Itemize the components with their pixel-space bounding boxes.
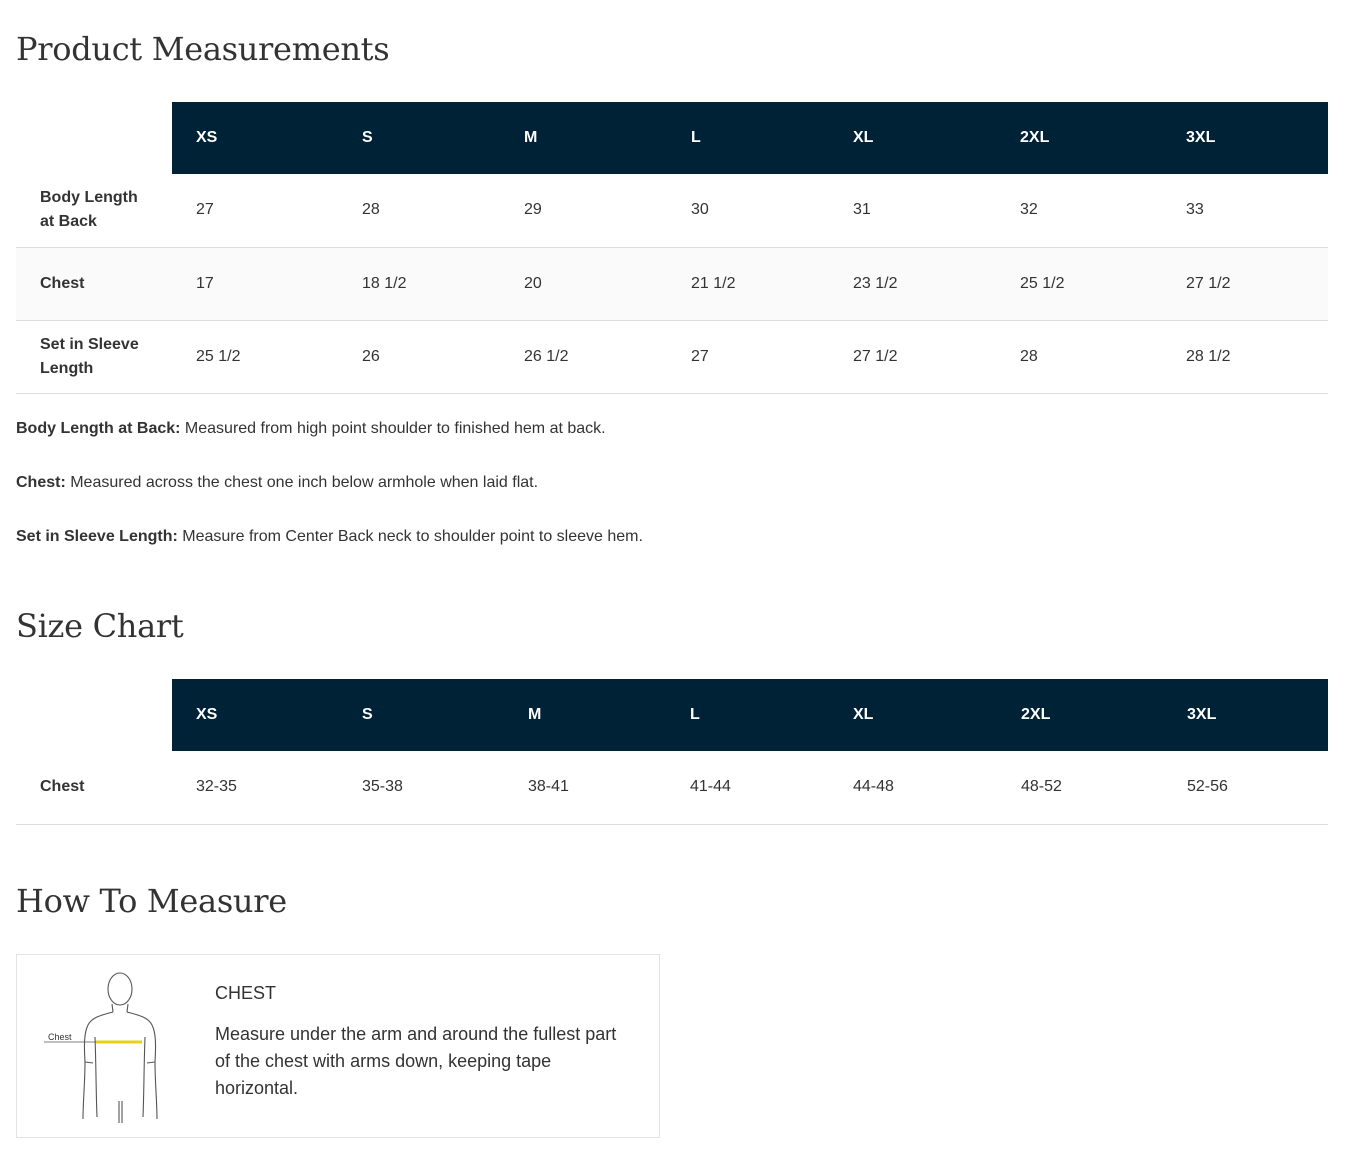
table-cell: 41-44	[666, 751, 829, 824]
table-cell: 52-56	[1163, 751, 1328, 824]
row-label: Chest	[16, 247, 172, 320]
size-header: S	[338, 102, 500, 174]
table-cell: 35-38	[338, 751, 504, 824]
row-label: Body Length at Back	[16, 174, 172, 247]
table-cell: 33	[1162, 174, 1328, 247]
corner-cell	[16, 102, 172, 174]
table-cell: 44-48	[829, 751, 997, 824]
table-header-row	[16, 102, 1328, 174]
size-header: M	[500, 102, 667, 174]
table-cell: 29	[500, 174, 667, 247]
table-cell: 32	[996, 174, 1162, 247]
table-row	[16, 174, 1328, 247]
measurement-notes	[16, 418, 643, 580]
table-cell: 27 1/2	[1162, 247, 1328, 320]
note-sleeve-length	[16, 526, 643, 580]
table-cell: 28 1/2	[1162, 320, 1328, 393]
note-text: Measure from Center Back neck to shoulder point to sleeve hem.	[177, 528, 643, 545]
table-cell: 32-35	[172, 751, 338, 824]
table-cell: 27	[172, 174, 338, 247]
measure-card	[16, 954, 660, 1138]
table-cell: 25 1/2	[996, 247, 1162, 320]
size-header: 3XL	[1162, 102, 1328, 174]
row-label: Set in Sleeve Length	[16, 320, 172, 393]
table-cell: 38-41	[504, 751, 666, 824]
measure-card-heading: CHEST	[215, 983, 277, 1003]
size-header: XS	[172, 679, 338, 751]
note-body-length	[16, 418, 643, 472]
note-term: Chest:	[16, 474, 66, 491]
size-chart-title: Size Chart	[16, 607, 184, 645]
torso-figure-icon	[42, 967, 192, 1125]
table-cell: 21 1/2	[667, 247, 829, 320]
table-header-row	[16, 679, 1328, 751]
note-chest	[16, 472, 643, 526]
table-cell: 30	[667, 174, 829, 247]
corner-cell	[16, 679, 172, 751]
size-chart-table	[16, 679, 1328, 825]
size-header: M	[504, 679, 666, 751]
table-cell: 27 1/2	[829, 320, 996, 393]
size-header: L	[666, 679, 829, 751]
table-cell: 17	[172, 247, 338, 320]
note-text: Measured from high point shoulder to finished hem at back.	[180, 420, 606, 437]
table-cell: 48-52	[997, 751, 1163, 824]
product-measurements-title: Product Measurements	[16, 30, 390, 68]
size-header: XS	[172, 102, 338, 174]
table-cell: 18 1/2	[338, 247, 500, 320]
table-cell: 20	[500, 247, 667, 320]
table-cell: 25 1/2	[172, 320, 338, 393]
size-header: 2XL	[996, 102, 1162, 174]
note-term: Set in Sleeve Length:	[16, 528, 178, 545]
table-row	[16, 751, 1328, 824]
note-term: Body Length at Back:	[16, 420, 181, 437]
table-cell: 28	[338, 174, 500, 247]
size-header: S	[338, 679, 504, 751]
table-cell: 28	[996, 320, 1162, 393]
size-header: XL	[829, 102, 996, 174]
product-measurements-table	[16, 102, 1328, 394]
table-row	[16, 320, 1328, 393]
table-cell: 26	[338, 320, 500, 393]
table-cell: 31	[829, 174, 996, 247]
figure-chest-label: Chest	[48, 1032, 72, 1042]
size-header: L	[667, 102, 829, 174]
table-cell: 23 1/2	[829, 247, 996, 320]
measure-card-text: Measure under the arm and around the fullest part of the chest with arms down, keeping tape horizontal.	[215, 1024, 617, 1098]
size-header: 3XL	[1163, 679, 1328, 751]
row-label: Chest	[16, 751, 172, 824]
note-text: Measured across the chest one inch below armhole when laid flat.	[65, 474, 539, 491]
table-row	[16, 247, 1328, 320]
size-header: 2XL	[997, 679, 1163, 751]
how-to-measure-title: How To Measure	[16, 882, 287, 920]
table-cell: 27	[667, 320, 829, 393]
table-cell: 26 1/2	[500, 320, 667, 393]
size-header: XL	[829, 679, 997, 751]
